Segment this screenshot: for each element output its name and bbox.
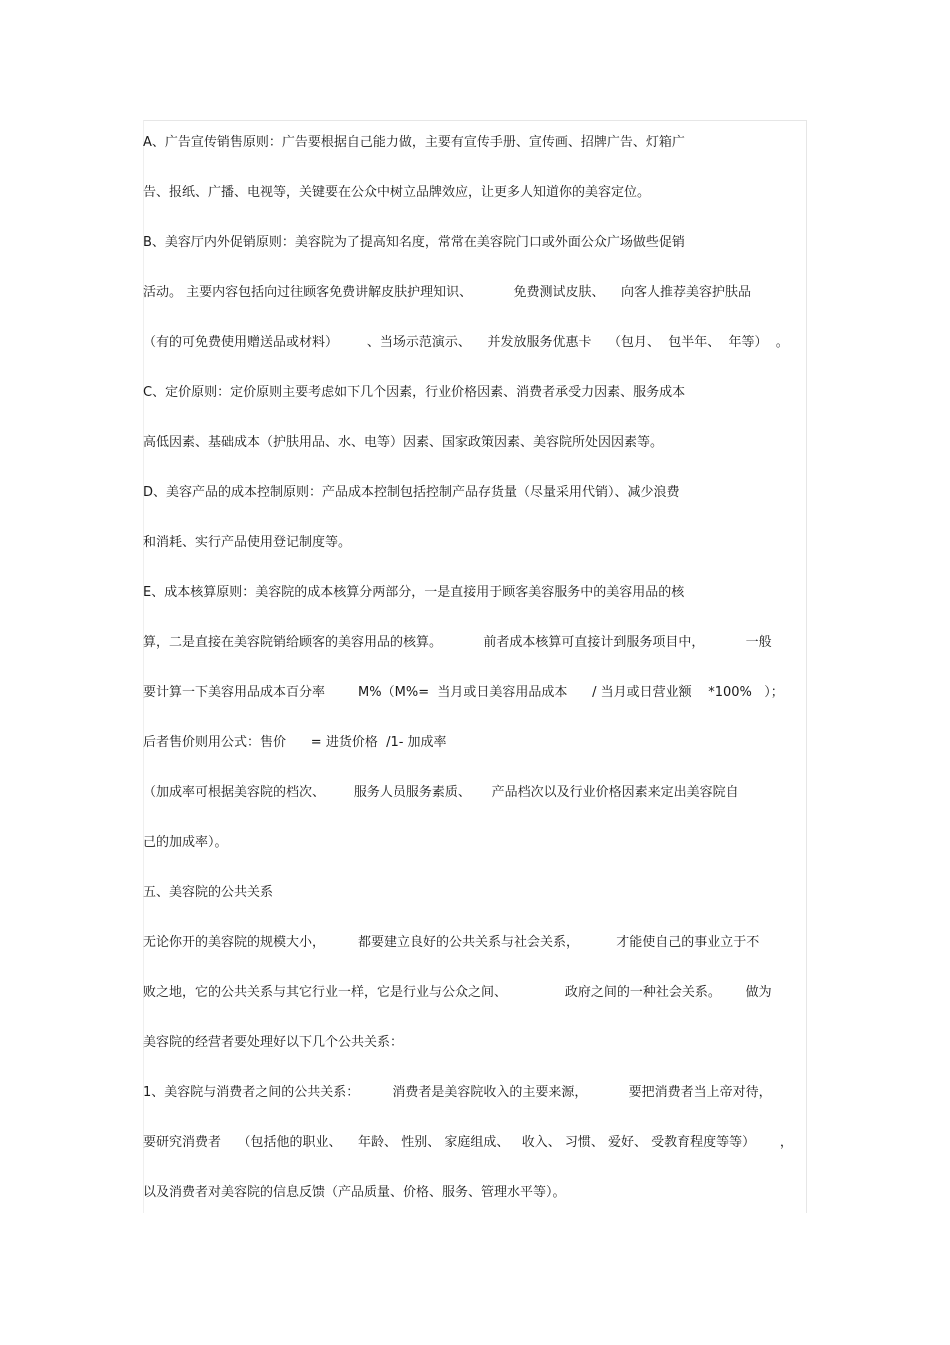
text-line: 要计算一下美容用品成本百分率 M%（M%= 当月或日美容用品成本 / 当月或日营业额 *100% ）； [143, 685, 784, 700]
text-line: 要研究消费者 （包括他的职业、 年龄、 性别、 家庭组成、 收入、 习惯、 爱好、 受教育程度等等） ， [143, 1135, 793, 1150]
text-line: 告、报纸、广播、电视等，关键要在公众中树立品牌效应，让更多人知道你的美容定位。 [143, 185, 651, 200]
text-line: 和消耗、实行产品使用登记制度等。 [143, 535, 352, 550]
text-line: 活动。 主要内容包括向过往顾客免费讲解皮肤护理知识、 免费测试皮肤、 向客人推荐美容护肤品 [143, 285, 751, 300]
text-line: 1、美容院与消费者之间的公共关系： 消费者是美容院收入的主要来源， 要把消费者当上帝对待， [143, 1085, 772, 1100]
text-line: E、成本核算原则：美容院的成本核算分两部分，一是直接用于顾客美容服务中的美容用品的核 [143, 585, 685, 600]
text-line: A、广告宣传销售原则：广告要根据自己能力做，主要有宣传手册、宣传画、招牌广告、灯箱广 [143, 135, 685, 150]
text-line: （加成率可根据美容院的档次、 服务人员服务素质、 产品档次以及行业价格因素来定出美容院自 [143, 785, 739, 800]
text-line: 败之地，它的公共关系与其它行业一样，它是行业与公众之间、 政府之间的一种社会关系。 做为 [143, 985, 772, 1000]
section-heading: 五、美容院的公共关系 [143, 885, 274, 900]
text-line: B、美容厅内外促销原则：美容院为了提高知名度，常常在美容院门口或外面公众广场做些促销 [143, 235, 685, 250]
text-line: D、美容产品的成本控制原则：产品成本控制包括控制产品存货量（尽量采用代销）、减少浪费 [143, 485, 680, 500]
text-line: 以及消费者对美容院的信息反馈（产品质量、价格、服务、管理水平等）。 [143, 1185, 566, 1200]
text-line: 算，二是直接在美容院销给顾客的美容用品的核算。 前者成本核算可直接计到服务项目中， 一般 [143, 635, 772, 650]
text-line: C、定价原则：定价原则主要考虑如下几个因素，行业价格因素、消费者承受力因素、服务成本 [143, 385, 686, 400]
text-line: 己的加成率）。 [143, 835, 228, 850]
text-line: 高低因素、基础成本（护肤用品、水、电等）因素、国家政策因素、美容院所处因因素等。 [143, 435, 664, 450]
text-line: 美容院的经营者要处理好以下几个公共关系： [143, 1035, 404, 1050]
text-line: 后者售价则用公式：售价 = 进货价格 /1- 加成率 [143, 735, 447, 750]
text-line: 无论你开的美容院的规模大小， 都要建立良好的公共关系与社会关系， 才能使自己的事业立于不 [143, 935, 760, 950]
text-line: （有的可免费使用赠送品或材料） 、当场示范演示、 并发放服务优惠卡 （包月、 包半年、 年等） 。 [143, 335, 789, 350]
